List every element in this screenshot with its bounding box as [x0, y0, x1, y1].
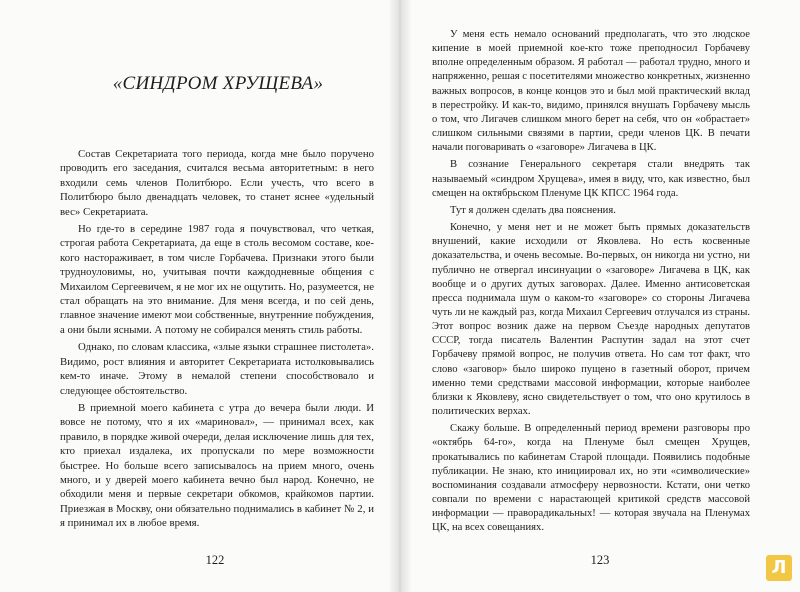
- page-number-left: 122: [205, 553, 225, 567]
- paragraph: В приемной моего кабинета с утра до вечера были люди. И вовсе не потому, что я их «мариновал», — принимал всех, как правило, в порядке живой очереди, делая исключение лишь для тех, кто приехал издалека, их пропускали по мере возможности быстрее. Но больше всего записывалось на прием много, очень много, и у дверей моего кабинета вечно был народ. Конечно, не обходили меня и первые секретари обкомов, крайкомов партии. Приезжая в Москву, они обязательно поднимались в кабинет № 2, и я принимал их в любое время.: [60, 401, 374, 530]
- paragraph: Но где-то в середине 1987 года я почувствовал, что четкая, строгая работа Секретариата, да еще в столь весомом составе, кое-кого настораживает, в том числе Горбачева. Признаки этого были труднoуловимы, но, учитывая почти каждодневные общения с Михаилом Сергеевичем, я не мог их не ощутить. Но, разумеется, не стал обращать на это внимание. Для меня всегда, и по сей день, главное значение имеют мои собственные, внутренние побуждения, а они были ясными. А потому не собирался менять стиль работы.: [60, 223, 374, 336]
- paragraph: Однако, по словам классика, «злые языки страшнее пистолета». Видимо, рост влияния и авторитет Секретариата истолковывались кем-то иначе. Этому в немалой степени способствовало и следующее обстоятельство.: [60, 341, 374, 397]
- paragraph: У меня есть немало оснований предполагать, что это людское кипение в моей приемной кое-кто тоже преподносил Горбачеву вполне определенным образом. Я работал — работал трудно, много и напряженно, решая с посетителями множество конкретных, жизненно важных вопросов, в конце концов это и был мой практический вклад в перестройку. И как-то, видимо, принялся внушать Горбачеву мысль о том, что Лигачев слишком много берет на себя, что он «обрастает» слишком сильными связями в партии, среди членов ЦК. В печати начали поговаривать о «заговоре» Лигачева в ЦК.: [432, 29, 750, 154]
- left-page-body: [60, 147, 374, 531]
- right-page-body: [432, 28, 750, 535]
- paragraph: Конечно, у меня нет и не может быть прямых доказательств внушений, какие исходили от Яковлева. Но есть косвенные доказательства, и очень весомые. Во-первых, он никогда ни устно, ни публично не отвергал инсинуации о «заговоре» Лигачева в ЦК, как вообще и о других дутых заговорах. Далее. Именно антисоветская пресса поднимала шум о каком-то «заговоре» со стороны Лигачева чуть ли не каждый раз, когда Михаил Сергеевич отлучался из страны. Этот вопрос возник даже на первом Съезде народных депутатов СССР, тогда писатель Валентин Распутин задал на этот счет Горбачеву прямой вопрос, не получив ответа. Но сам тот факт, что слово «заговор» было широко пущено в газетный оборот, причем именно теми средствами массовой информации, которые наиболее близки к Яковлеву, ясно свидетельствует о том, что оно крутилось в политических верхах.: [432, 222, 750, 418]
- paragraph: Тут я должен сделать два пояснения.: [450, 204, 616, 216]
- paragraph: Скажу больше. В определенный период времени разговоры про «октябрь 64-го», когда на Пленуме был смещен Хрущев, прокатывались по кабинетам Старой площади. Появились подобные публикации. Не знаю, кто инициировал их, но эти «символические» воспоминания создавали атмосферу нервозности. Кстати, они четко совпали по времени с нарастающей критикой средств массовой информации — праворадикальных! — которая звучала на Пленумах ЦК, на всех совещаниях.: [432, 423, 750, 534]
- paragraph: Состав Секретариата того периода, когда мне было поручено проводить его заседания, считался весьма авторитетным: в него входили семь членов Политбюро. Если учесть, что всего в Политбюро было двенадцать человек, то станет яснее «удельный вес» Секретариата.: [60, 148, 374, 218]
- chapter-heading: «СИНДРОМ ХРУЩЕВА»: [112, 73, 324, 94]
- publisher-logo-icon: [766, 555, 792, 581]
- page-number-right: 123: [590, 553, 610, 567]
- logo-glyph: Л: [771, 557, 787, 578]
- paragraph: В сознание Генерального секретаря стали внедрять так называемый «синдром Хрущева», имея в виду, что, как известно, был смещен на октябрьском Пленуме ЦК КПСС 1964 года.: [432, 159, 750, 199]
